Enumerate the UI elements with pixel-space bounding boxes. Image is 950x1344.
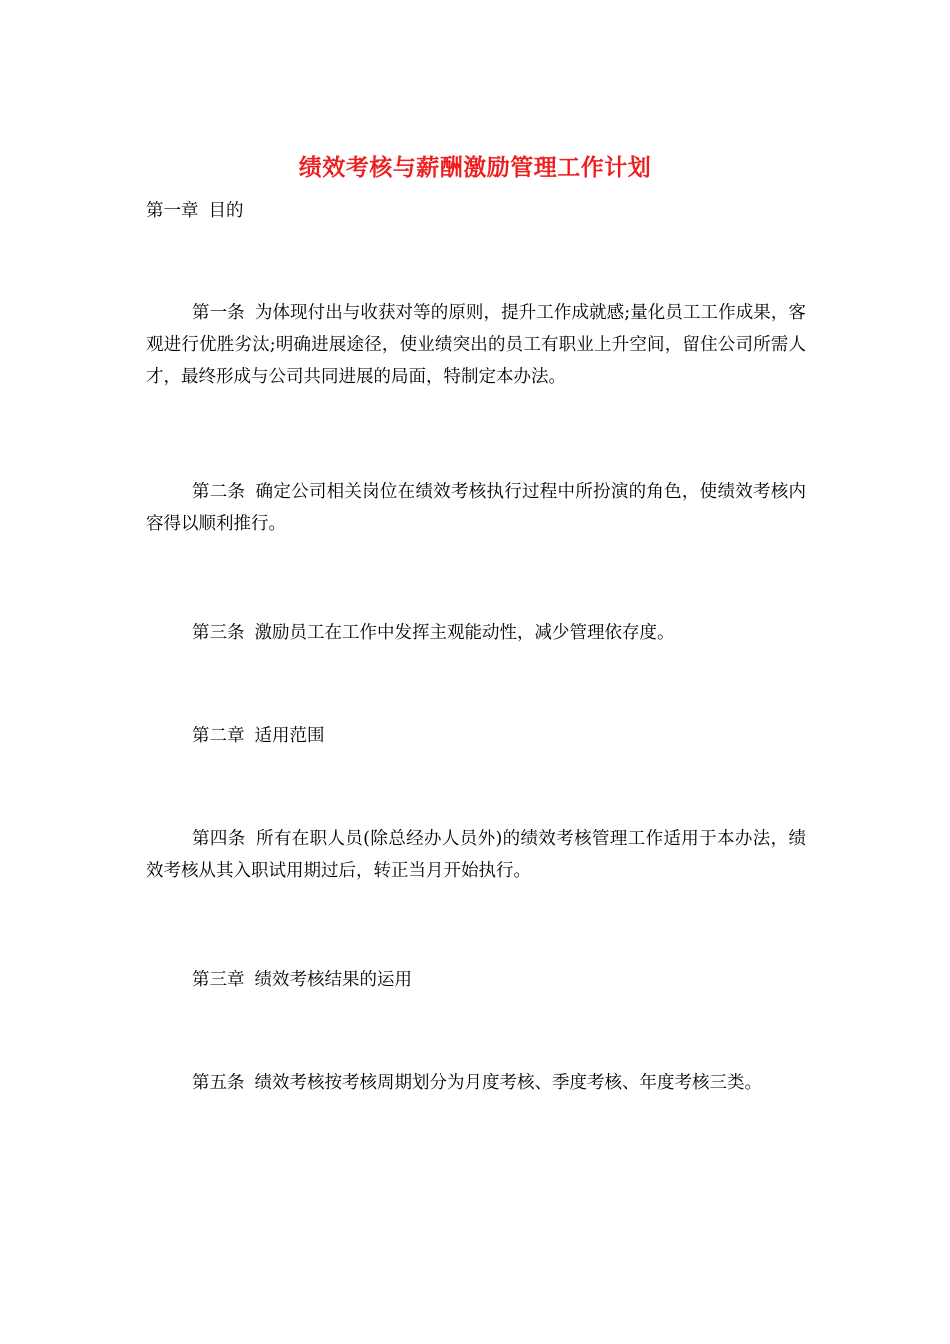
article-label: 第四条 xyxy=(192,829,246,849)
chapter-label: 第一章 xyxy=(146,201,199,221)
article-paragraph-5 xyxy=(146,1067,806,1099)
article-text: 确定公司相关岗位在绩效考核执行过程中所扮演的角色，使绩效考核内容得以顺利推行。 xyxy=(146,482,807,534)
article-label: 第三条 xyxy=(192,623,245,643)
article-label: 第二条 xyxy=(192,482,246,502)
chapter-label: 第二章 xyxy=(192,726,245,746)
chapter-heading-1 xyxy=(146,195,244,227)
article-paragraph-1 xyxy=(146,297,806,393)
article-label: 第五条 xyxy=(192,1073,245,1093)
article-text: 绩效考核按考核周期划分为月度考核、季度考核、年度考核三类。 xyxy=(254,1073,762,1093)
chapter-label: 第三章 xyxy=(192,970,245,990)
chapter-text: 适用范围 xyxy=(254,726,325,746)
article-label: 第一条 xyxy=(192,303,245,323)
article-text: 激励员工在工作中发挥主观能动性，减少管理依存度。 xyxy=(254,623,675,643)
article-text: 所有在职人员(除总经办人员外)的绩效考核管理工作适用于本办法，绩效考核从其入职试用期过后，转正当月开始执行。 xyxy=(146,829,807,881)
chapter-heading-3 xyxy=(192,964,412,996)
chapter-heading-2 xyxy=(192,720,325,752)
article-paragraph-2 xyxy=(146,476,806,540)
chapter-text: 绩效考核结果的运用 xyxy=(254,970,412,990)
chapter-text: 目的 xyxy=(208,201,244,221)
article-text: 为体现付出与收获对等的原则，提升工作成就感;量化员工工作成果，客观进行优胜劣汰;明确进展途径，使业绩突出的员工有职业上升空间，留住公司所需人才，最终形成与公司共同进展的局面，特制定本办法。 xyxy=(146,303,806,387)
document-title: 绩效考核与薪酬激励管理工作计划 xyxy=(298,154,652,181)
article-paragraph-3 xyxy=(146,617,806,649)
article-paragraph-4 xyxy=(146,823,806,887)
